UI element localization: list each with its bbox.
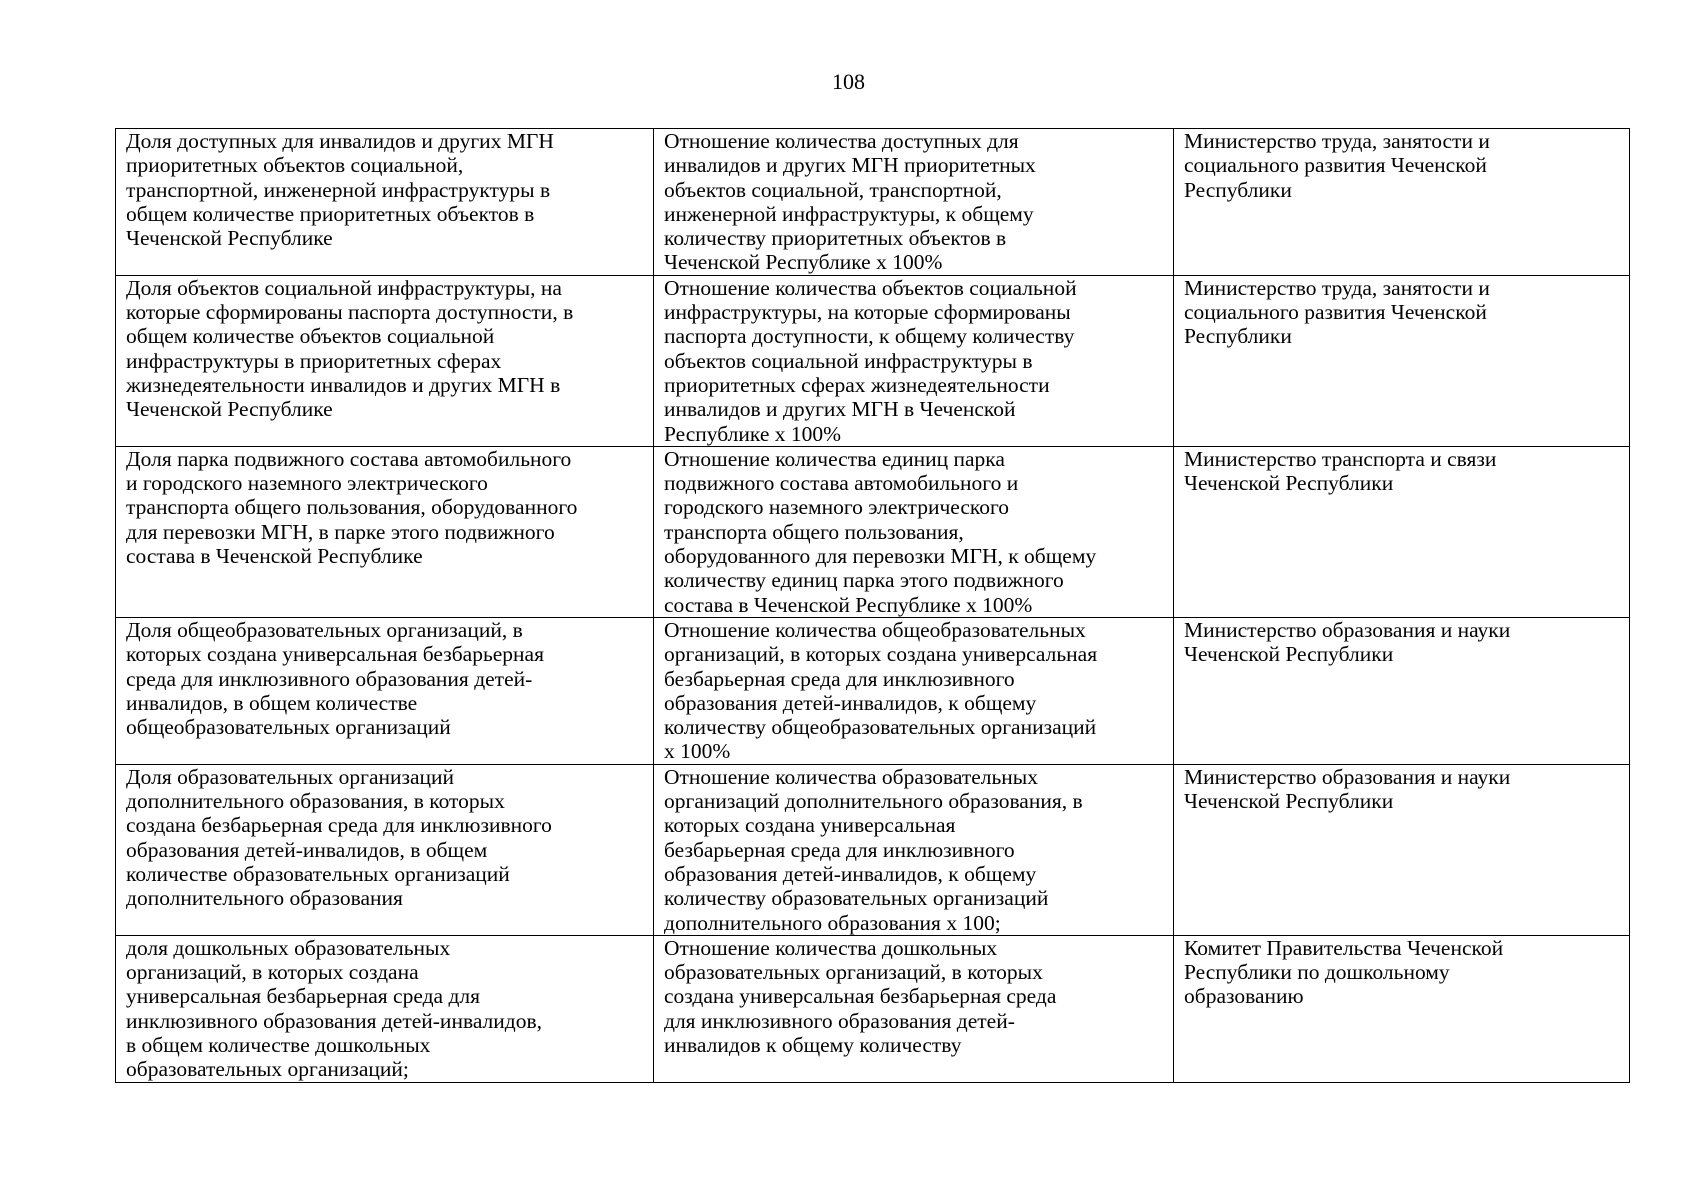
calculation-method-cell: Отношение количества общеобразовательных организаций, в которых создана универсальная безбарьерная среда для инклюзивного образования детей-инвалидов, к общему количеству общеобразовательных организаций х 100%	[654, 617, 1174, 764]
table-row	[116, 446, 1630, 617]
indicators-table	[115, 128, 1630, 1083]
indicator-cell: Доля парка подвижного состава автомобильного и городского наземного электрического транспорта общего пользования, оборудованного для перевозки МГН, в парке этого подвижного состава в Чеченской Республике	[116, 446, 654, 617]
calculation-method-cell: Отношение количества образовательных организаций дополнительного образования, в которых создана универсальная безбарьерная среда для инклюзивного образования детей-инвалидов, к общему количеству образовательных организаций дополнительного образования х 100;	[654, 764, 1174, 935]
responsible-body-cell: Министерство образования и науки Чеченской Республики	[1174, 764, 1630, 935]
table-row	[116, 275, 1630, 446]
indicator-cell: Доля образовательных организаций дополнительного образования, в которых создана безбарьерная среда для инклюзивного образования детей-инвалидов, в общем количестве образовательных организаций дополнительного образования	[116, 764, 654, 935]
responsible-body-cell: Комитет Правительства Чеченской Республики по дошкольному образованию	[1174, 935, 1630, 1082]
calculation-method-cell: Отношение количества единиц парка подвижного состава автомобильного и городского наземного электрического транспорта общего пользования, оборудованного для перевозки МГН, к общему количеству единиц парка этого подвижного состава в Чеченской Республике х 100%	[654, 446, 1174, 617]
calculation-method-cell: Отношение количества объектов социальной инфраструктуры, на которые сформированы паспорта доступности, к общему количеству объектов социальной инфраструктуры в приоритетных сферах жизнедеятельности инвалидов и других МГН в Чеченской Республике х 100%	[654, 275, 1174, 446]
responsible-body-cell: Министерство транспорта и связи Чеченской Республики	[1174, 446, 1630, 617]
table-row	[116, 764, 1630, 935]
calculation-method-cell: Отношение количества доступных для инвалидов и других МГН приоритетных объектов социальной, транспортной, инженерной инфраструктуры, к общему количеству приоритетных объектов в Чеченской Республике х 100%	[654, 129, 1174, 276]
page-number: 108	[832, 69, 865, 94]
responsible-body-cell: Министерство образования и науки Чеченской Республики	[1174, 617, 1630, 764]
table-row	[116, 617, 1630, 764]
responsible-body-cell: Министерство труда, занятости и социального развития Чеченской Республики	[1174, 129, 1630, 276]
table-row	[116, 129, 1630, 276]
calculation-method-cell: Отношение количества дошкольных образовательных организаций, в которых создана универсальная безбарьерная среда для инклюзивного образования детей- инвалидов к общему количеству	[654, 935, 1174, 1082]
indicator-cell: доля дошкольных образовательных организаций, в которых создана универсальная безбарьерная среда для инклюзивного образования детей-инвалидов, в общем количестве дошкольных образовательных организаций;	[116, 935, 654, 1082]
indicator-cell: Доля доступных для инвалидов и других МГН приоритетных объектов социальной, транспортной, инженерной инфраструктуры в общем количестве приоритетных объектов в Чеченской Республике	[116, 129, 654, 276]
indicator-cell: Доля объектов социальной инфраструктуры, на которые сформированы паспорта доступности, в общем количестве объектов социальной инфраструктуры в приоритетных сферах жизнедеятельности инвалидов и других МГН в Чеченской Республике	[116, 275, 654, 446]
table-row	[116, 935, 1630, 1082]
responsible-body-cell: Министерство труда, занятости и социального развития Чеченской Республики	[1174, 275, 1630, 446]
indicator-cell: Доля общеобразовательных организаций, в которых создана универсальная безбарьерная среда для инклюзивного образования детей- инвалидов, в общем количестве общеобразовательных организаций	[116, 617, 654, 764]
